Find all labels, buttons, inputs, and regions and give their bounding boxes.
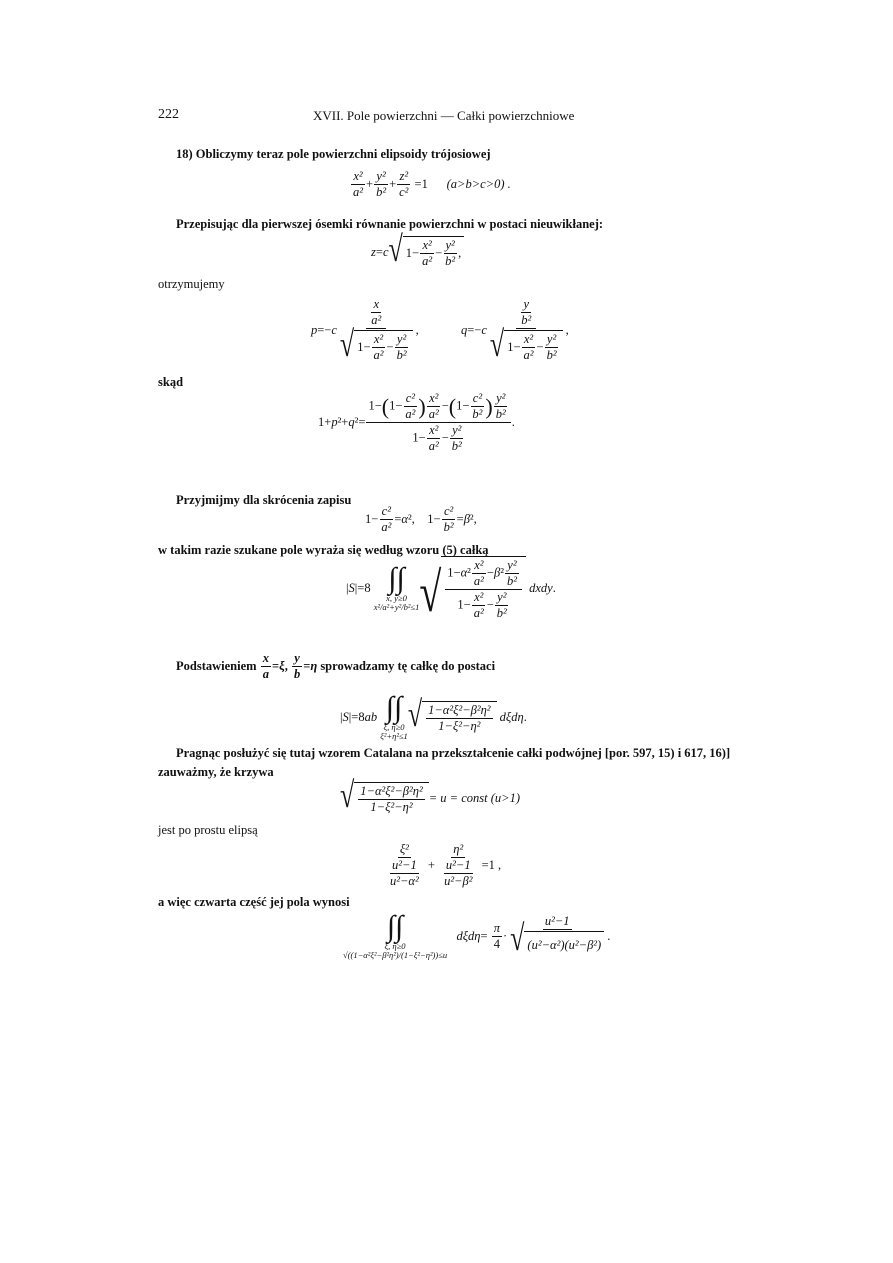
ellipse-text: jest po prostu elipsą xyxy=(158,823,258,837)
obtain-text: otrzymujemy xyxy=(158,277,225,291)
adopt-text: Przyjmijmy dla skrócenia zapisu xyxy=(176,493,352,507)
item-18-text: 18) Obliczymy teraz pole powierzchni elipsoidy trójosiowej xyxy=(176,147,491,161)
quarter-area-integral: ∫∫ ξ, η≥0 √((1−α²ξ²−β²η²)/(1−ξ²−η²))≤u dξdη = $\frac{\pi}{4}$ · u²−1 √ (u²−α²)(u²−β²) . xyxy=(343,910,611,961)
area-integral-xy: | S |=8 ∫∫ x, y≥0 x²/a²+y²/b²≤1 √ 1−α² $\frac{\text{x²}}{\text{a²}}$ −β² $\frac{\text{y²}}{\text{b²}}$ 1− $\frac{\text{x²}}{\text{a²}}$ − $\frac{\text{y²}}{\text{b²}}$ dxdy . xyxy=(346,558,556,624)
curve-equation: √ $\frac{\text{1−α²ξ²−β²η²}}{\text{1−ξ²−η²}}$ = u = const (u>1) xyxy=(340,775,521,816)
alpha-beta-definition: 1− $\frac{\text{c²}}{\text{a²}}$ = α ², 1− $\frac{\text{c²}}{\text{b²}}$ = β ², xyxy=(365,504,477,535)
q-equation: q =− c $\frac{y}{\text{b²}}$ √ 1− $\frac{\text{x²}}{\text{a²}}$ − $\frac{\text{y²}}{\text{b²}}$ , xyxy=(461,297,569,364)
substitution-line: Podstawieniem $\frac{x}{a}$ = ξ , $\frac{y}{b}$ = η sprowadzamy tę całkę do postaci xyxy=(176,651,496,682)
catalan-text-2: zauważmy, że krzywa xyxy=(158,765,274,779)
ellipsoid-equation: $\frac{\text{x²}}{\text{a²}}$ + $\frac{\text{y²}}{\text{b²}}$ + $\frac{\text{z²}}{\text{c²}}$ =1 (a>b>c>0) . xyxy=(353,169,511,200)
p-equation: p =− c $\frac{x}{\text{a²}}$ √ 1− $\frac{\text{x²}}{\text{a²}}$ − $\frac{\text{y²}}{\text{b²}}$ , xyxy=(311,297,419,364)
whence-text: skąd xyxy=(158,375,184,389)
pq-sum-equation: 1+ p ²+ q ²= 1−(1− $\frac{\text{c²}}{\text{a²}}$ ) $\frac{\text{x²}}{\text{a²}}$ −(1− $\frac{\text{c²}}{\text{b²}}$ ) $\frac{\text{y²}}{\text{b²}}$ 1− $\frac{\text{x²}}{\text{a²}}$ − $\frac{\text{y²}}{\text{b²}}$ . xyxy=(318,391,515,454)
area-integral-xi-eta: | S |=8 ab ∫∫ ξ, η≥0 ξ²+η²≤1 √ $\frac{\text{1−α²ξ²−β²η²}}{\text{1−ξ²−η²}}$ dξdη . xyxy=(340,691,527,742)
ellipsoid-condition: (a>b>c>0) . xyxy=(446,177,511,192)
page-number: 222 xyxy=(158,107,179,122)
curve-rhs: = u = const (u>1) xyxy=(428,790,521,805)
rewrite-text: Przepisując dla pierwszej ósemki równanie powierzchni w postaci nieuwikłanej: xyxy=(176,217,604,231)
z-equation: z = c √ 1− $\frac{\text{x²}}{\text{a²}}$ − $\frac{\text{y²}}{\text{b²}}$ , xyxy=(371,236,464,268)
quarter-text: a więc czwarta część jej pola wynosi xyxy=(158,895,350,909)
catalan-text-1: Pragnąc posłużyć się tutaj wzorem Catalana na przekształcenie całki podwójnej [por. 597, 15) i 617, 16)] xyxy=(176,746,731,760)
subst-suffix: sprowadzamy tę całkę do postaci xyxy=(320,659,496,674)
page-header-title: XVII. Pole powierzchni — Całki powierzchniowe xyxy=(313,108,575,123)
subst-prefix: Podstawieniem xyxy=(176,659,257,674)
area-formula-text: w takim razie szukane pole wyraża się według wzoru (5) całką xyxy=(158,543,489,557)
ellipse-equation: $\frac{\text{ξ²}}{\frac{\text{u²−1}}{\text{u²−α²}}}$ + $\frac{\text{η²}}{\frac{\text{u²−1}}{\text{u²−β²}}}$ =1 , xyxy=(390,842,502,889)
